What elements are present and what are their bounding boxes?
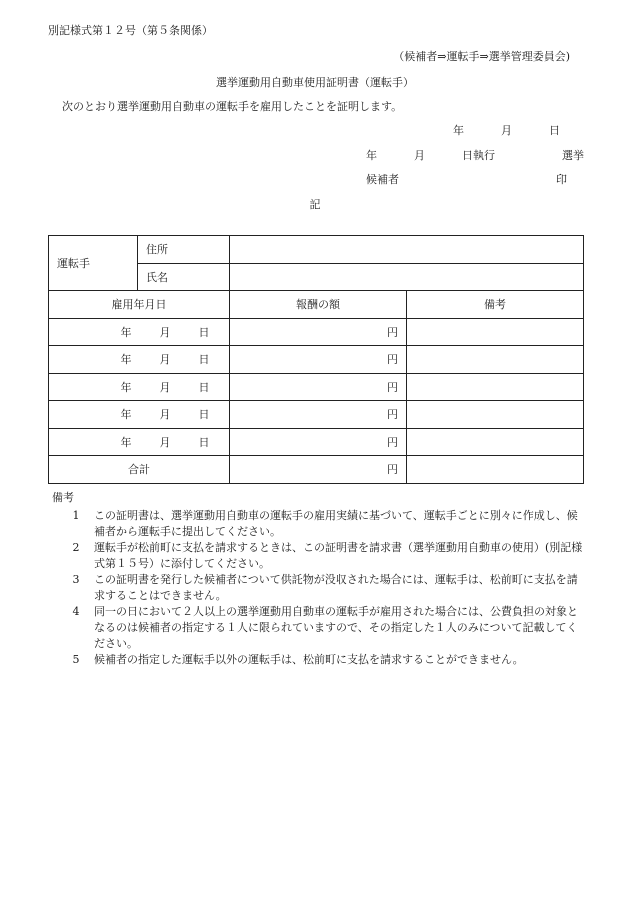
remuneration-cell[interactable]: 円 (230, 346, 407, 374)
remuneration-cell[interactable]: 円 (230, 428, 407, 456)
note-number: 4 (72, 605, 80, 618)
employment-date-cell[interactable] (49, 318, 230, 346)
month-unit: 月 (159, 380, 171, 394)
year-unit: 年 (120, 353, 132, 367)
year-unit: 年 (120, 380, 132, 394)
candidate-label: 候補者 (366, 173, 399, 186)
election-year: 年 (366, 149, 377, 162)
document-title: 選挙運動用自動車使用証明書（運転手） (216, 76, 414, 89)
election-day: 日執行 (462, 149, 495, 162)
col-remuneration: 報酬の額 (230, 291, 407, 319)
month-unit: 月 (159, 325, 171, 339)
table-row (49, 346, 584, 374)
issue-date (453, 122, 560, 138)
name-label: 氏名 (138, 263, 230, 291)
note-text: 同一の日において２人以上の選挙運動用自動車の運転手が雇用された場合には、公費負担の対象となるのは候補者の指定する１人に限られていますので、その指定した１人のみについて記載してください。 (94, 605, 578, 650)
remuneration-cell[interactable]: 円 (230, 318, 407, 346)
remuneration-cell[interactable]: 円 (230, 373, 407, 401)
month-unit: 月 (159, 353, 171, 367)
election-suffix: 選挙 (562, 149, 584, 162)
note-item (58, 652, 583, 668)
issue-day: 日 (549, 124, 560, 137)
election-line (366, 147, 584, 163)
table-row (49, 373, 584, 401)
remarks-cell[interactable] (407, 373, 584, 401)
driver-label: 運転手 (49, 236, 138, 291)
note-text: 運転手が松前町に支払を請求するときは、この証明書を請求書（選挙運動用自動車の使用）(別記様式第１５号）に添付してください。 (94, 541, 583, 570)
remarks-cell[interactable] (407, 318, 584, 346)
day-unit: 日 (198, 380, 210, 394)
address-label: 住所 (138, 236, 230, 264)
remuneration-cell[interactable]: 円 (230, 401, 407, 429)
employment-date-cell[interactable] (49, 428, 230, 456)
col-employment-date: 雇用年月日 (49, 291, 230, 319)
note-number: 2 (72, 541, 80, 554)
total-label: 合計 (49, 456, 230, 484)
total-remuneration-cell[interactable]: 円 (230, 456, 407, 484)
notes-section (52, 490, 583, 668)
form-number: 別記様式第１２号（第５条関係） (48, 24, 213, 37)
note-item (58, 572, 583, 604)
note-number: 5 (72, 653, 80, 666)
intro-statement: 次のとおり選挙運動用自動車の運転手を雇用したことを証明します。 (62, 100, 403, 113)
name-field[interactable] (230, 263, 584, 291)
candidate-line (366, 171, 567, 187)
note-text: この証明書を発行した候補者について供託物が没収された場合には、運転手は、松前町に支払を請求することはできません。 (94, 573, 578, 602)
address-row (49, 236, 584, 264)
year-unit: 年 (120, 435, 132, 449)
note-item (58, 540, 583, 572)
note-item (58, 604, 583, 652)
election-month: 月 (414, 149, 425, 162)
day-unit: 日 (198, 325, 210, 339)
submission-route: （候補者⇒運転手⇒選挙管理委員会) (393, 50, 570, 63)
day-unit: 日 (198, 435, 210, 449)
ki-heading: 記 (309, 198, 321, 211)
driver-form-table (48, 235, 584, 484)
col-remarks: 備考 (407, 291, 584, 319)
day-unit: 日 (198, 408, 210, 422)
total-row (49, 456, 584, 484)
month-unit: 月 (159, 408, 171, 422)
year-unit: 年 (120, 325, 132, 339)
month-unit: 月 (159, 435, 171, 449)
note-number: 1 (72, 509, 80, 522)
notes-heading: 備考 (52, 491, 74, 504)
total-remarks-cell[interactable] (407, 456, 584, 484)
note-number: 3 (72, 573, 80, 586)
note-text: この証明書は、選挙運動用自動車の運転手の雇用実績に基づいて、運転手ごとに別々に作成し、候補者から運転手に提出してください。 (94, 509, 578, 538)
column-header-row (49, 291, 584, 319)
address-field[interactable] (230, 236, 584, 264)
seal-mark: 印 (556, 173, 567, 186)
employment-date-cell[interactable] (49, 373, 230, 401)
remarks-cell[interactable] (407, 346, 584, 374)
day-unit: 日 (198, 353, 210, 367)
note-text: 候補者の指定した運転手以外の運転手は、松前町に支払を請求することができません。 (94, 653, 524, 666)
employment-date-cell[interactable] (49, 346, 230, 374)
remarks-cell[interactable] (407, 428, 584, 456)
issue-month: 月 (501, 124, 512, 137)
table-row (49, 428, 584, 456)
table-row (49, 318, 584, 346)
year-unit: 年 (120, 408, 132, 422)
note-item (58, 508, 583, 540)
employment-date-cell[interactable] (49, 401, 230, 429)
issue-year: 年 (453, 124, 464, 137)
table-row (49, 401, 584, 429)
remarks-cell[interactable] (407, 401, 584, 429)
